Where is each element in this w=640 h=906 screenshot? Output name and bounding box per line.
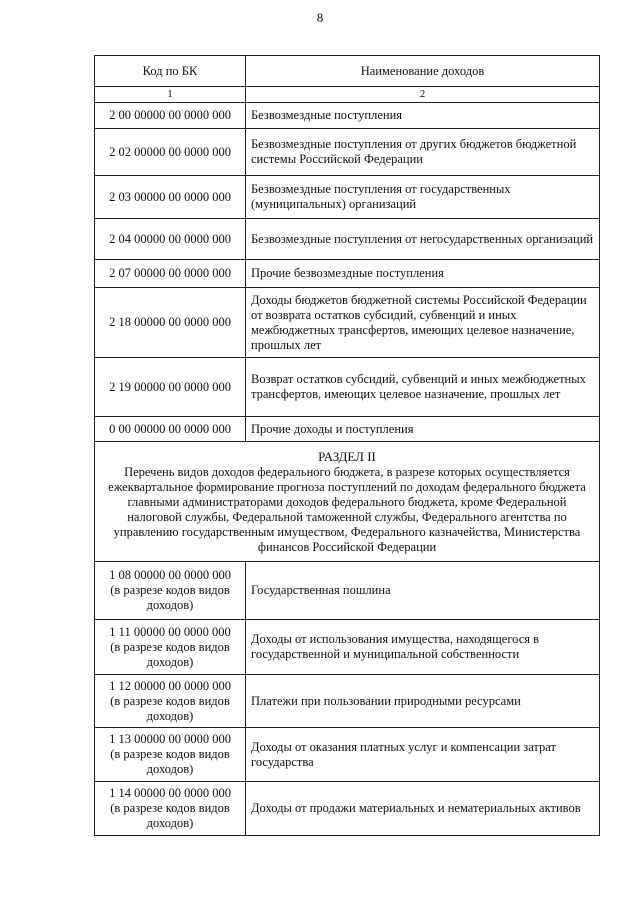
row-code: 2 07 00000 00 0000 000 (95, 260, 246, 288)
row-name: Безвозмездные поступления от негосударственных организаций (246, 219, 600, 260)
row-code: 1 12 00000 00 0000 000 (109, 678, 231, 693)
table-row (95, 562, 600, 620)
row-name: Доходы от использования имущества, находящегося в государственной и муниципальной собственности (246, 620, 600, 675)
section-heading-row (95, 442, 600, 562)
row-name: Доходы от оказания платных услуг и компенсации затрат государства (246, 728, 600, 782)
table-row (95, 260, 600, 288)
row-code-note: (в разрезе кодов видов доходов) (110, 693, 230, 723)
row-code: 2 19 00000 00 0000 000 (95, 358, 246, 417)
row-name: Доходы бюджетов бюджетной системы Российской Федерации от возврата остатков субсидий, субвенций и иных межбюджетных трансфертов, имеющих целевое назначение, прошлых лет (246, 288, 600, 358)
row-code-cell (95, 562, 246, 620)
table-row (95, 358, 600, 417)
row-code: 2 02 00000 00 0000 000 (95, 129, 246, 176)
table-row (95, 728, 600, 782)
table-row (95, 288, 600, 358)
table-header-row (95, 56, 600, 87)
row-name: Платежи при пользовании природными ресурсами (246, 675, 600, 728)
row-code-note: (в разрезе кодов видов доходов) (110, 583, 230, 612)
row-code: 2 00 00000 00 0000 000 (95, 103, 246, 129)
row-code: 1 11 00000 00 0000 000 (109, 624, 231, 639)
row-code: 2 18 00000 00 0000 000 (95, 288, 246, 358)
row-code-note: (в разрезе кодов видов доходов) (110, 639, 230, 669)
table-row (95, 103, 600, 129)
header-name: Наименование доходов (246, 56, 600, 87)
row-name: Возврат остатков субсидий, субвенций и иных межбюджетных трансфертов, имеющих целевое назначение, прошлых лет (246, 358, 600, 417)
row-name: Государственная пошлина (246, 562, 600, 620)
table-row (95, 219, 600, 260)
row-code: 2 03 00000 00 0000 000 (95, 176, 246, 219)
row-code-note: (в разрезе кодов видов доходов) (110, 747, 230, 776)
table-row (95, 782, 600, 836)
column-number-1: 1 (95, 87, 246, 103)
row-name: Безвозмездные поступления от других бюджетов бюджетной системы Российской Федерации (246, 129, 600, 176)
row-name: Безвозмездные поступления от государственных (муниципальных) организаций (246, 176, 600, 219)
table-row (95, 675, 600, 728)
row-code-cell (95, 728, 246, 782)
row-name: Доходы от продажи материальных и нематериальных активов (246, 782, 600, 836)
section-heading (95, 442, 600, 562)
table-row (95, 417, 600, 442)
header-code: Код по БК (95, 56, 246, 87)
table-row (95, 176, 600, 219)
section-description: Перечень видов доходов федерального бюджета, в разрезе которых осуществляется ежеквартальное формирование прогноза поступлений по доходам федерального бюджета главными администраторами доходов федерального бюджета, кроме Федеральной налоговой службы, Федеральной таможенной службы, Федерального агентства по управлению государственным имуществом, Федерального казначейства, Министерства финансов Российской Федерации (108, 464, 586, 554)
section-title: РАЗДЕЛ II (318, 448, 376, 464)
column-number-2: 2 (246, 87, 600, 103)
row-name: Прочие безвозмездные поступления (246, 260, 600, 288)
row-name: Безвозмездные поступления (246, 103, 600, 129)
row-code: 2 04 00000 00 0000 000 (95, 219, 246, 260)
row-code-cell (95, 620, 246, 675)
row-code: 0 00 00000 00 0000 000 (95, 417, 246, 442)
column-numbers-row (95, 87, 600, 103)
table-row (95, 129, 600, 176)
row-code-note: (в разрезе кодов видов доходов) (110, 801, 230, 830)
page-number: 8 (316, 10, 324, 25)
row-code: 1 13 00000 00 0000 000 (109, 732, 231, 746)
row-code: 1 08 00000 00 0000 000 (109, 568, 231, 582)
row-code-cell (95, 782, 246, 836)
row-code-cell (95, 675, 246, 728)
row-code: 1 14 00000 00 0000 000 (109, 786, 231, 800)
table-row (95, 620, 600, 675)
row-name: Прочие доходы и поступления (246, 417, 600, 442)
revenue-codes-table (94, 55, 600, 836)
